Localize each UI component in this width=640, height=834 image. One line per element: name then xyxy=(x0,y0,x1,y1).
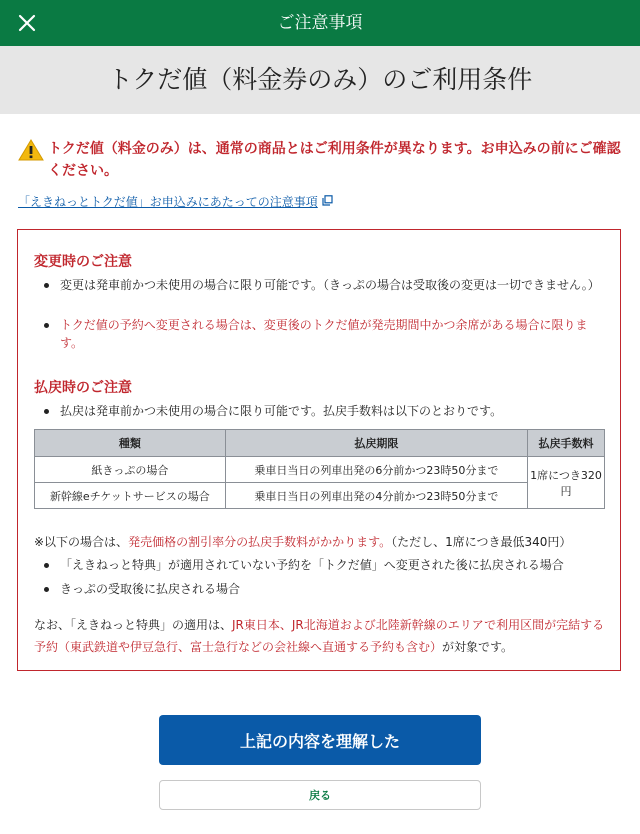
closing-prefix: なお、「えきねっと特典」の適用は、 xyxy=(34,618,233,632)
notice-link[interactable] xyxy=(18,193,333,210)
refund-section-title: 払戻時のご注意 xyxy=(34,380,132,396)
table-cell: 乗車日当日の列車出発の6分前かつ23時50分まで xyxy=(225,457,527,483)
closing-suffix: が対象です。 xyxy=(442,640,514,654)
warning-message xyxy=(18,138,624,182)
closing-red: JR東日本、JR北海道および北陸新幹線のエリアで利用区間が完結する予約（東武鉄道や伊豆急行、富士急行などの会社線へ直通する予約も含む） xyxy=(34,618,605,654)
table-row xyxy=(35,483,605,509)
refund-note-prefix: ※以下の場合は、 xyxy=(34,535,129,549)
list-item: トクだ値の予約へ変更される場合は、変更後のトクだ値が発売期間中かつ余席がある場合に限ります。 xyxy=(38,316,608,352)
list-item: 変更は発車前かつ未使用の場合に限り可能です。（きっぷの場合は受取後の変更は一切できません。） xyxy=(38,276,608,294)
confirm-button[interactable]: 上記の内容を理解した xyxy=(159,715,481,765)
refund-note-red: 発売価格の割引率分の払戻手数料がかかります。 xyxy=(128,535,392,549)
list-item: きっぷの受取後に払戻される場合 xyxy=(38,580,608,598)
table-header: 種類 xyxy=(35,430,226,457)
closing-note xyxy=(34,614,609,658)
table-header: 払戻手数料 xyxy=(528,430,605,457)
list-item: 払戻は発車前かつ未使用の場合に限り可能です。払戻手数料は以下のとおりです。 xyxy=(38,402,608,420)
refund-note-suffix: （ただし、1席につき最低340円） xyxy=(391,535,572,549)
warning-text: トクだ値（料金のみ）は、通常の商品とはご利用条件が異なります。お申込みの前にご確認ください。 xyxy=(48,141,621,179)
conditions-panel xyxy=(17,229,621,671)
refund-fee-table xyxy=(34,429,605,509)
table-row xyxy=(35,457,605,483)
header-title: ご注意事項 xyxy=(277,13,363,33)
table-cell: 乗車日当日の列車出発の4分前かつ23時50分まで xyxy=(225,483,527,509)
table-cell: 紙きっぷの場合 xyxy=(35,457,226,483)
table-header: 払戻期限 xyxy=(225,430,527,457)
notice-link-label[interactable]: 「えきねっとトクだ値」お申込みにあたっての注意事項 xyxy=(18,195,318,209)
table-header-row xyxy=(35,430,605,457)
table-cell: 新幹線eチケットサービスの場合 xyxy=(35,483,226,509)
page-title: トクだ値（料金券のみ）のご利用条件 xyxy=(0,46,640,114)
back-button[interactable]: 戻る xyxy=(159,780,481,810)
header-bar xyxy=(0,0,640,46)
warning-icon xyxy=(18,139,44,161)
refund-note xyxy=(34,533,609,551)
list-item: 「えきねっと特典」が適用されていない予約を「トクだ値」へ変更された後に払戻される場合 xyxy=(38,556,608,574)
table-cell-fee: 1席につき320円 xyxy=(528,457,605,509)
external-link-icon xyxy=(322,195,333,209)
change-section-title: 変更時のご注意 xyxy=(34,254,132,270)
